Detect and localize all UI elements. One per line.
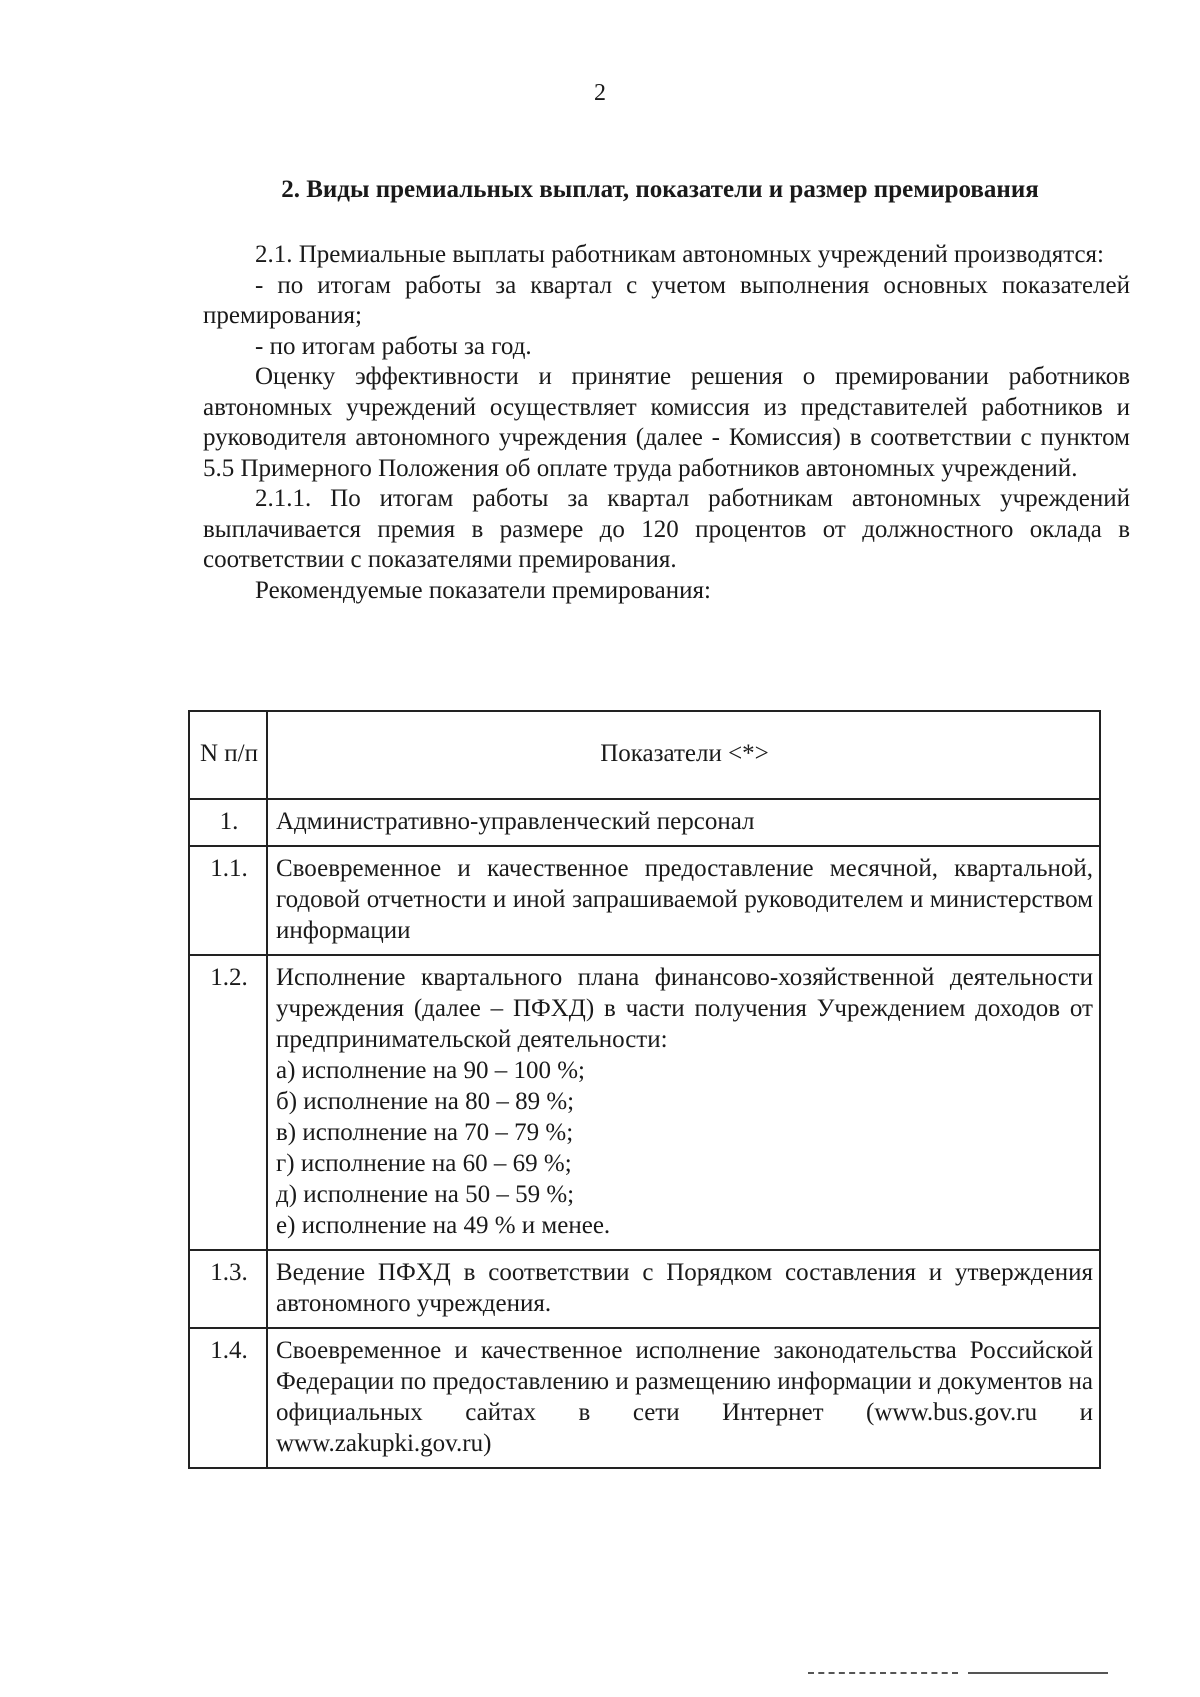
list-item: е) исполнение на 49 % и менее. [276,1212,611,1239]
row-number: 1.4. [189,1328,267,1468]
paragraph-quarterly-bonus: - по итогам работы за квартал с учетом выполнения основных показателей премирования; [203,271,1130,329]
paragraph-2-1-1: 2.1.1. По итогам работы за квартал работникам автономных учреждений выплачивается премия в размере до 120 процентов от должностного оклада в соответствии с показателями премирования. [203,485,1130,573]
row-text: Исполнение квартального плана финансово-хозяйственной деятельности учреждения (далее – ПФХД) в части получения Учреждением доходов от предпринимательской деятельности: [276,964,1093,1053]
list-item: г) исполнение на 60 – 69 %; [276,1150,572,1177]
body-text [203,240,1130,606]
row-number: 1.1. [189,846,267,955]
list-item: в) исполнение на 70 – 79 %; [276,1119,574,1146]
footer-divider [808,1672,958,1674]
table-row [189,1328,1100,1468]
list-item: б) исполнение на 80 – 89 %; [276,1088,575,1115]
header-indicators: Показатели <*> [267,711,1100,799]
row-text: Ведение ПФХД в соответствии с Порядком составления и утверждения автономного учреждения. [267,1250,1100,1328]
row-number: 1.3. [189,1250,267,1328]
row-text-with-items [267,955,1100,1250]
row-text: Своевременное и качественное исполнение законодательства Российской Федерации по предоставлению и размещению информации и документов на официальных сайтах в сети Интернет (www.bus.gov.ru и www.zakupki.gov.ru) [267,1328,1100,1468]
table-row [189,1250,1100,1328]
list-item: а) исполнение на 90 – 100 %; [276,1057,585,1084]
indicators-table [188,710,1101,1469]
table-row [189,955,1100,1250]
footer-divider [968,1672,1108,1674]
row-text: Административно-управленческий персонал [267,799,1100,846]
row-number: 1.2. [189,955,267,1250]
table-row [189,799,1100,846]
table-row [189,846,1100,955]
paragraph-recommended: Рекомендуемые показатели премирования: [255,576,711,604]
paragraph-yearly-bonus: - по итогам работы за год. [255,332,532,360]
paragraph-2-1: 2.1. Премиальные выплаты работникам автономных учреждений производятся: [255,241,1104,268]
section-heading: 2. Виды премиальных выплат, показатели и размер премирования [281,176,1039,203]
list-item: д) исполнение на 50 – 59 %; [276,1181,575,1208]
row-number: 1. [189,799,267,846]
page-number: 2 [594,80,606,106]
paragraph-commission: Оценку эффективности и принятие решения о премировании работников автономных учреждений осуществляет комиссия из представителей работников и руководителя автономного учреждения (далее - Комиссия) в соответствии с пунктом 5.5 Примерного Положения об оплате труда работников автономных учреждений. [203,363,1130,482]
header-number: N п/п [189,711,267,799]
table-header-row [189,711,1100,799]
row-text: Своевременное и качественное предоставление месячной, квартальной, годовой отчетности и иной запрашиваемой руководителем и министерством информации [267,846,1100,955]
